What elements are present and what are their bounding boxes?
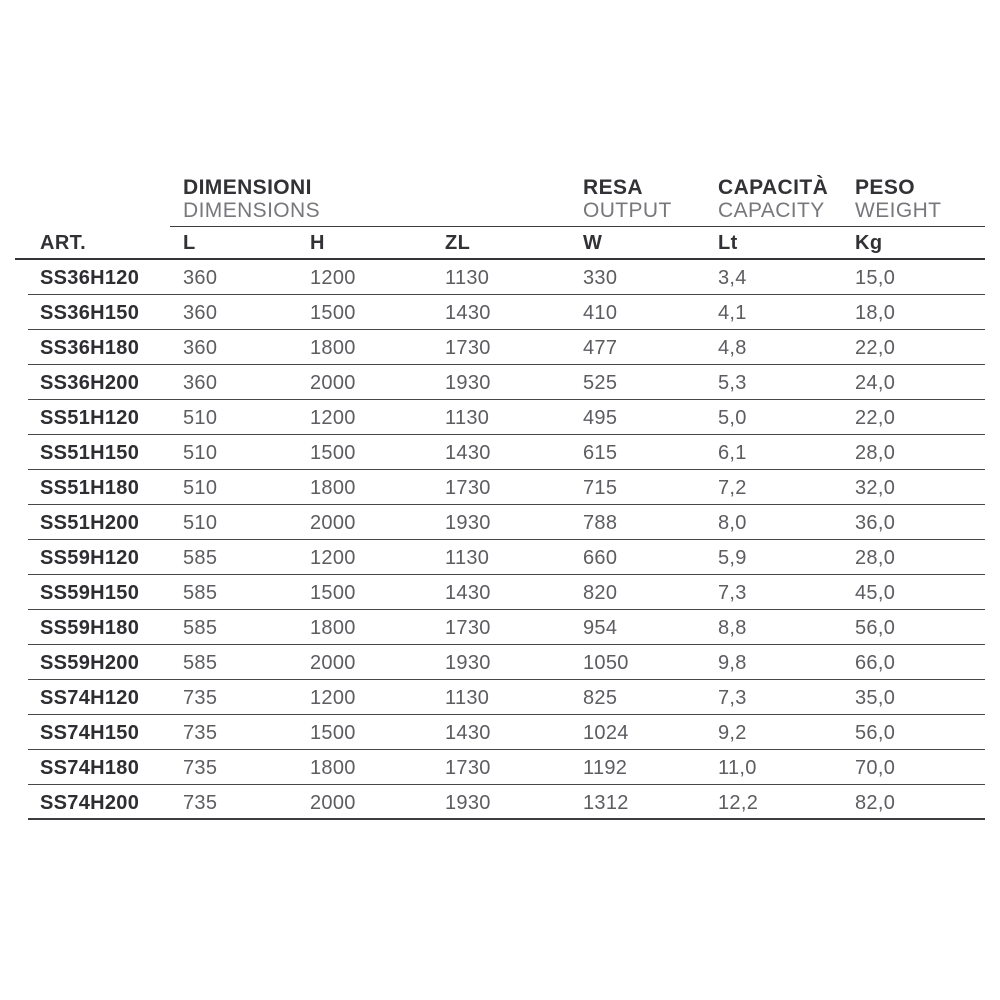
cell-output-w: 788: [583, 511, 618, 534]
cell-weight-kg: 22,0: [855, 336, 896, 359]
column-header-w: W: [583, 231, 603, 254]
cell-output-w: 660: [583, 546, 618, 569]
cell-zl: 1430: [445, 301, 491, 324]
table-row: [15, 330, 985, 365]
cell-length: 735: [183, 756, 218, 779]
cell-height: 1500: [310, 581, 356, 604]
cell-height: 1200: [310, 546, 356, 569]
cell-weight-kg: 36,0: [855, 511, 896, 534]
column-header-lt: Lt: [718, 231, 738, 254]
cell-length: 360: [183, 336, 218, 359]
cell-height: 2000: [310, 791, 356, 814]
cell-capacity-lt: 4,8: [718, 336, 747, 359]
group-header-row: [15, 173, 985, 227]
cell-art: SS36H180: [40, 336, 140, 359]
cell-capacity-lt: 8,0: [718, 511, 747, 534]
group-header-weight: [855, 176, 941, 222]
cell-length: 585: [183, 651, 218, 674]
cell-output-w: 820: [583, 581, 618, 604]
column-header-l: L: [183, 231, 196, 254]
cell-height: 1800: [310, 336, 356, 359]
cell-length: 735: [183, 791, 218, 814]
group-header-output: [583, 176, 672, 222]
cell-output-w: 715: [583, 476, 618, 499]
cell-capacity-lt: 7,2: [718, 476, 747, 499]
cell-art: SS51H150: [40, 441, 140, 464]
group-subtitle-dimensions: DIMENSIONS: [183, 199, 321, 222]
cell-height: 1200: [310, 406, 356, 429]
group-subtitle-capacity: CAPACITY: [718, 199, 825, 222]
table-row: [15, 505, 985, 540]
column-header-zl: ZL: [445, 231, 471, 254]
cell-height: 1200: [310, 686, 356, 709]
cell-height: 1800: [310, 476, 356, 499]
cell-length: 735: [183, 721, 218, 744]
table-row: [15, 260, 985, 295]
cell-zl: 1130: [445, 266, 490, 289]
table-row: [15, 470, 985, 505]
cell-length: 360: [183, 301, 218, 324]
column-header-art: ART.: [40, 231, 87, 254]
group-header-capacity: [718, 176, 828, 222]
cell-weight-kg: 70,0: [855, 756, 896, 779]
cell-length: 510: [183, 441, 218, 464]
cell-length: 585: [183, 616, 218, 639]
cell-output-w: 525: [583, 371, 618, 394]
cell-zl: 1930: [445, 651, 491, 674]
cell-zl: 1730: [445, 616, 491, 639]
cell-art: SS74H180: [40, 756, 140, 779]
cell-weight-kg: 28,0: [855, 441, 896, 464]
cell-capacity-lt: 5,9: [718, 546, 747, 569]
cell-art: SS59H200: [40, 651, 140, 674]
cell-length: 360: [183, 371, 218, 394]
cell-art: SS59H120: [40, 546, 140, 569]
cell-zl: 1430: [445, 721, 491, 744]
cell-height: 1500: [310, 441, 356, 464]
cell-weight-kg: 56,0: [855, 616, 896, 639]
cell-output-w: 410: [583, 301, 618, 324]
cell-capacity-lt: 9,2: [718, 721, 747, 744]
cell-art: SS51H200: [40, 511, 140, 534]
column-header-row: [15, 227, 985, 260]
cell-capacity-lt: 5,0: [718, 406, 747, 429]
table-row: [15, 645, 985, 680]
cell-length: 585: [183, 546, 218, 569]
cell-length: 510: [183, 511, 218, 534]
cell-zl: 1730: [445, 336, 491, 359]
cell-capacity-lt: 7,3: [718, 686, 747, 709]
cell-output-w: 1312: [583, 791, 629, 814]
cell-art: SS59H180: [40, 616, 140, 639]
table-row: [15, 400, 985, 435]
table-row: [15, 575, 985, 610]
cell-height: 1800: [310, 616, 356, 639]
cell-capacity-lt: 5,3: [718, 371, 747, 394]
group-title-capacita: CAPACITÀ: [718, 176, 829, 199]
cell-art: SS36H120: [40, 266, 140, 289]
cell-zl: 1130: [445, 546, 490, 569]
cell-capacity-lt: 3,4: [718, 266, 747, 289]
cell-zl: 1730: [445, 756, 491, 779]
cell-height: 1200: [310, 266, 356, 289]
cell-length: 585: [183, 581, 218, 604]
cell-art: SS74H120: [40, 686, 140, 709]
table-row: [15, 435, 985, 470]
cell-output-w: 477: [583, 336, 618, 359]
cell-output-w: 1024: [583, 721, 629, 744]
table-row: [15, 610, 985, 645]
cell-zl: 1930: [445, 511, 491, 534]
cell-capacity-lt: 12,2: [718, 791, 759, 814]
cell-output-w: 954: [583, 616, 618, 639]
group-subtitle-output: OUTPUT: [583, 199, 672, 222]
group-underline: [170, 226, 985, 227]
cell-art: SS59H150: [40, 581, 140, 604]
cell-weight-kg: 22,0: [855, 406, 896, 429]
spec-table: [15, 173, 985, 820]
cell-capacity-lt: 6,1: [718, 441, 747, 464]
cell-weight-kg: 82,0: [855, 791, 896, 814]
cell-weight-kg: 35,0: [855, 686, 896, 709]
table-row: [15, 295, 985, 330]
cell-output-w: 825: [583, 686, 618, 709]
cell-output-w: 615: [583, 441, 618, 464]
cell-output-w: 495: [583, 406, 618, 429]
cell-length: 510: [183, 476, 218, 499]
cell-output-w: 1050: [583, 651, 629, 674]
cell-zl: 1130: [445, 686, 490, 709]
table-row: [15, 715, 985, 750]
cell-height: 2000: [310, 511, 356, 534]
table-row: [15, 750, 985, 785]
cell-capacity-lt: 9,8: [718, 651, 747, 674]
cell-zl: 1430: [445, 441, 491, 464]
column-header-kg: Kg: [855, 231, 883, 254]
cell-weight-kg: 24,0: [855, 371, 896, 394]
table-row: [15, 785, 985, 820]
cell-weight-kg: 66,0: [855, 651, 896, 674]
cell-weight-kg: 56,0: [855, 721, 896, 744]
cell-weight-kg: 45,0: [855, 581, 896, 604]
cell-weight-kg: 18,0: [855, 301, 896, 324]
group-header-dimensions: [183, 176, 320, 222]
cell-zl: 1730: [445, 476, 491, 499]
cell-zl: 1130: [445, 406, 490, 429]
table-row: [15, 540, 985, 575]
cell-art: SS51H180: [40, 476, 140, 499]
cell-weight-kg: 28,0: [855, 546, 896, 569]
cell-capacity-lt: 11,0: [718, 756, 757, 779]
cell-height: 2000: [310, 371, 356, 394]
cell-height: 2000: [310, 651, 356, 674]
cell-length: 510: [183, 406, 218, 429]
cell-capacity-lt: 4,1: [718, 301, 747, 324]
cell-capacity-lt: 7,3: [718, 581, 747, 604]
cell-zl: 1430: [445, 581, 491, 604]
cell-height: 1500: [310, 721, 356, 744]
cell-length: 735: [183, 686, 218, 709]
column-header-h: H: [310, 231, 325, 254]
group-title-resa: RESA: [583, 176, 643, 199]
cell-art: SS74H150: [40, 721, 140, 744]
group-title-dimensioni: DIMENSIONI: [183, 176, 312, 199]
cell-zl: 1930: [445, 791, 491, 814]
cell-length: 360: [183, 266, 218, 289]
cell-art: SS74H200: [40, 791, 140, 814]
group-subtitle-weight: WEIGHT: [855, 199, 942, 222]
table-row: [15, 365, 985, 400]
cell-capacity-lt: 8,8: [718, 616, 747, 639]
cell-output-w: 1192: [583, 756, 628, 779]
cell-zl: 1930: [445, 371, 491, 394]
cell-art: SS36H200: [40, 371, 140, 394]
cell-weight-kg: 32,0: [855, 476, 896, 499]
group-title-peso: PESO: [855, 176, 915, 199]
cell-output-w: 330: [583, 266, 618, 289]
table-body: [15, 260, 985, 820]
cell-height: 1800: [310, 756, 356, 779]
cell-height: 1500: [310, 301, 356, 324]
table-row: [15, 680, 985, 715]
cell-art: SS51H120: [40, 406, 140, 429]
cell-art: SS36H150: [40, 301, 140, 324]
cell-weight-kg: 15,0: [855, 266, 896, 289]
